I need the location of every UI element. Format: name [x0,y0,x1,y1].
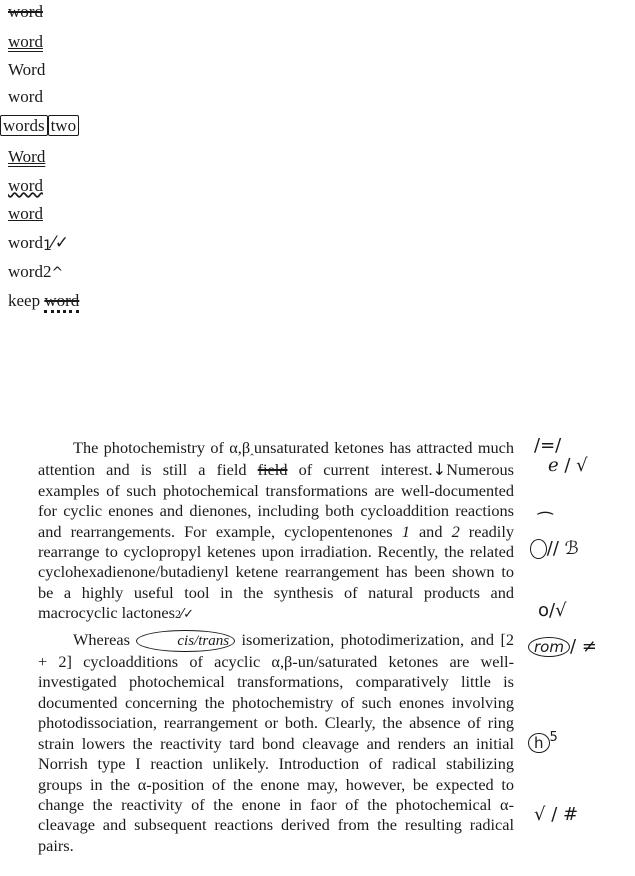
margin-mark-1: /=/ [534,435,562,456]
legend-small-caps [8,147,45,167]
legend-lowercase [8,60,45,80]
legend-bold [8,176,43,196]
circle-mark-icon [530,539,547,559]
legend-capitalize [8,32,43,52]
legend-italic [8,204,43,224]
margin-mark-5: o/√ [538,600,567,621]
legend-word: Word [8,147,46,166]
legend-word: word [8,233,43,252]
check-mark-icon: ⁄✓ [51,233,69,253]
legend-word: word [8,176,43,195]
insert-caret-icon: ‸ [250,443,254,456]
paragraph-2: Whereas cis/trans isomerization, photodimerization, and [2 + 2] cycloadditions of acyclic α,β-un/saturated ketones are well-investigated photochemical transformations, comparatively little is documented concerning the photochemistry of such enones involving photodissociation, rearrangement or both. Clearly, the absence of ring strain lowers the reactivity tard bond cleavage and renders an initial Norrish type I reaction unlikely. Introduction of radical stabilizing groups in the α-position of the enone may, however, be expected to change the reactivity of the enone in faor of the photochemical α-cleavage and subsequent reactions derived from the resulting radical pairs. [38,629,515,855]
article-body [38,438,514,856]
legend-word: word [8,204,43,223]
legend-word: word [8,262,43,281]
legend-delete [8,2,43,22]
legend-swap [0,116,79,136]
margin-mark-7: h $^5$ [528,730,558,753]
margin-mark-2: ℯ / √ [548,455,588,476]
legend-word: word [8,2,43,21]
legend-word-extra: 1 [42,238,52,254]
legend-word: word [8,87,43,106]
legend-insert-below [8,233,69,254]
legend-word-extra: word [44,291,79,313]
legend-word: keep [8,291,41,310]
legend-transpose [8,87,43,107]
down-arrow-icon: ↓ [432,460,447,480]
paragraph-1: The photochemistry of α,β‸unsaturated ketones has attracted much attention and is still a field field of current interest.↓Numerous examples of such photochemical transformations are well-documented for cyclic enones and dienones, including both cycloaddition reactions and rearrangements. For example, cyclopentenones 1 and 2 readily rearrange to cyclopropyl ketenes upon irradiation. Recently, the related cyclohexadienone/butadienyl ketene rearrangement has been shown to be a highly useful tool in the synthesis of natural products and macrocyclic lactones2⁄✓ [38,438,515,623]
margin-mark-6: rom / ≠ [528,636,597,657]
legend-word-extra: two [48,115,80,136]
margin-mark-4: // ℬ [530,538,579,559]
legend-word: words [0,115,48,136]
check-mark-icon: ⁄✓ [180,607,195,623]
caret-icon: ^ [51,265,64,281]
margin-mark-8: √ / # [534,804,579,825]
legend-insert-above [8,262,63,283]
legend-word: word [8,32,43,51]
legend-word-extra: 2 [42,262,52,281]
margin-mark-3: ⁀ [538,512,553,533]
legend-word: Word [8,60,46,79]
legend-stet [8,291,79,311]
